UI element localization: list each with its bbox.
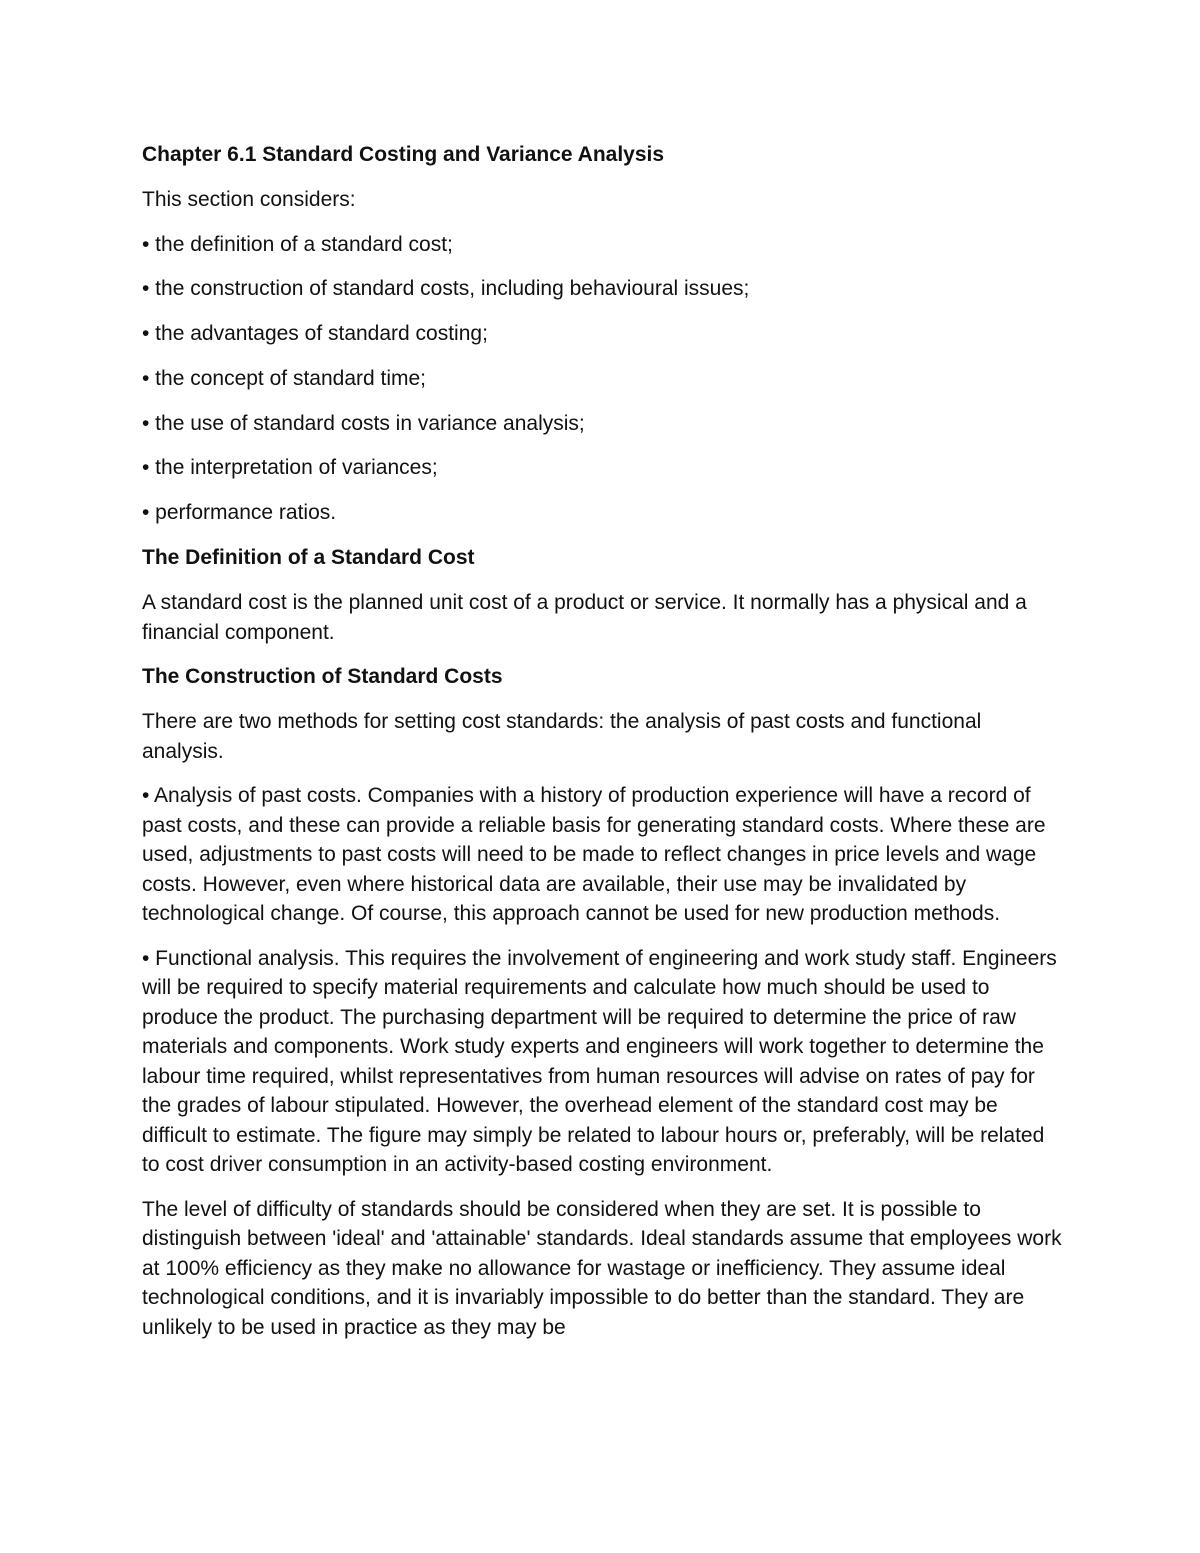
consideration-item: • the definition of a standard cost;	[142, 232, 453, 256]
document-page	[142, 140, 1062, 1357]
consideration-item: • performance ratios.	[142, 501, 337, 525]
functional-analysis-paragraph: • Functional analysis. This requires the involvement of engineering and work study staff. Engineers will be required to specify material requirements and calculate how much should be used to produce the product. The purchasing department will be required to determine the price of raw materials and components. Work study experts and engineers will work together to determine the labour time required, whilst representatives from human resources will advise on rates of pay for the grades of labour stipulated. However, the overhead element of the standard cost may be difficult to estimate. The figure may simply be related to labour hours or, preferably, will be related to cost driver consumption in an activity-based costing environment.	[142, 946, 1057, 1177]
section-heading-definition: The Definition of a Standard Cost	[142, 546, 475, 570]
consideration-item: • the interpretation of variances;	[142, 456, 438, 480]
past-costs-paragraph: • Analysis of past costs. Companies with a history of production experience will have a record of past costs, and these can provide a reliable basis for generating standard costs. Where these are used, adjustments to past costs will need to be made to reflect changes in price levels and wage costs. However, even where historical data are available, their use may be invalidated by technological change. Of course, this approach cannot be used for new production methods.	[142, 784, 1046, 926]
consideration-item: • the construction of standard costs, including behavioural issues;	[142, 277, 750, 301]
construction-intro-paragraph: There are two methods for setting cost standards: the analysis of past costs and functional analysis.	[142, 710, 982, 763]
intro-text: This section considers:	[142, 188, 356, 211]
chapter-title: Chapter 6.1 Standard Costing and Variance Analysis	[142, 143, 665, 166]
consideration-item: • the concept of standard time;	[142, 366, 427, 390]
definition-paragraph: A standard cost is the planned unit cost of a product or service. It normally has a physical and a financial component.	[142, 591, 1027, 644]
section-heading-construction: The Construction of Standard Costs	[142, 665, 503, 689]
difficulty-paragraph: The level of difficulty of standards should be considered when they are set. It is possible to distinguish between 'ideal' and 'attainable' standards. Ideal standards assume that employees work at 100% efficiency as they make no allowance for wastage or inefficiency. They assume ideal technological conditions, and it is invariably impossible to do better than the standard. They are unlikely to be used in practice as they may be	[142, 1197, 1062, 1339]
consideration-item: • the advantages of standard costing;	[142, 322, 488, 346]
consideration-item: • the use of standard costs in variance analysis;	[142, 411, 585, 435]
